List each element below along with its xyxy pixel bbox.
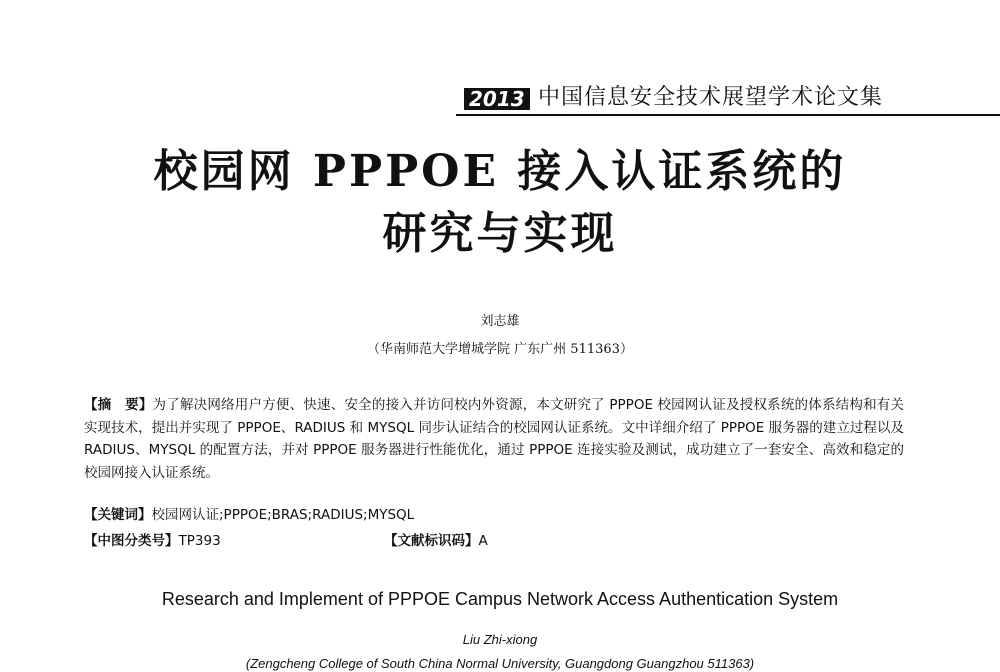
- paper-title-line-2: 研究与实现: [382, 208, 618, 259]
- doc-code-label: 【文献标识码】: [384, 533, 479, 549]
- abstract-text: 为了解决网络用户方便、快速、安全的接入并访问校内外资源，本文研究了 PPPOE 校园网认证及授权系统的体系结构和有关实现技术，提出并实现了 PPPOE、RADIUS 和 MYSQL 同步认证结合的校园网认证系统。文中详细介绍了 PPPOE 服务器的建立过程以及 RADIUS、MYSQL 的配置方法，并对 PPPOE 服务器进行性能优化，通过 PPPOE 连接实验及测试，成功建立了一套安全、高效和稳定的校园网接入认证系统。: [84, 397, 904, 481]
- author-name: 刘志雄: [480, 314, 520, 329]
- clc-label: 【中图分类号】: [84, 533, 179, 549]
- abstract: [84, 394, 904, 484]
- abstract-label: 【摘 要】: [84, 397, 153, 413]
- english-title: Research and Implement of PPPOE Campus Network Access Authentication System: [161, 589, 839, 609]
- running-header: [456, 84, 1000, 116]
- classification: [84, 531, 488, 551]
- keywords-text: 校园网认证;PPPOE;BRAS;RADIUS;MYSQL: [151, 507, 415, 523]
- keywords-label: 【关键词】: [84, 507, 152, 523]
- author-affiliation: （华南师范大学增城学院 广东广州 511363）: [367, 342, 633, 357]
- document-code: [384, 531, 488, 551]
- english-author: Liu Zhi-xiong: [462, 632, 538, 647]
- english-affiliation: (Zengcheng College of South China Normal University, Guangdong Guangzhou 511363): [245, 656, 755, 671]
- keywords: [84, 505, 414, 525]
- year-badge: 2013: [464, 88, 530, 110]
- clc-value: TP393: [178, 533, 221, 549]
- doc-code-value: A: [478, 533, 488, 549]
- series-title: 中国信息安全技术展望学术论文集: [538, 85, 884, 110]
- paper-title-line-1: 校园网 PPPOE 接入认证系统的: [153, 146, 847, 197]
